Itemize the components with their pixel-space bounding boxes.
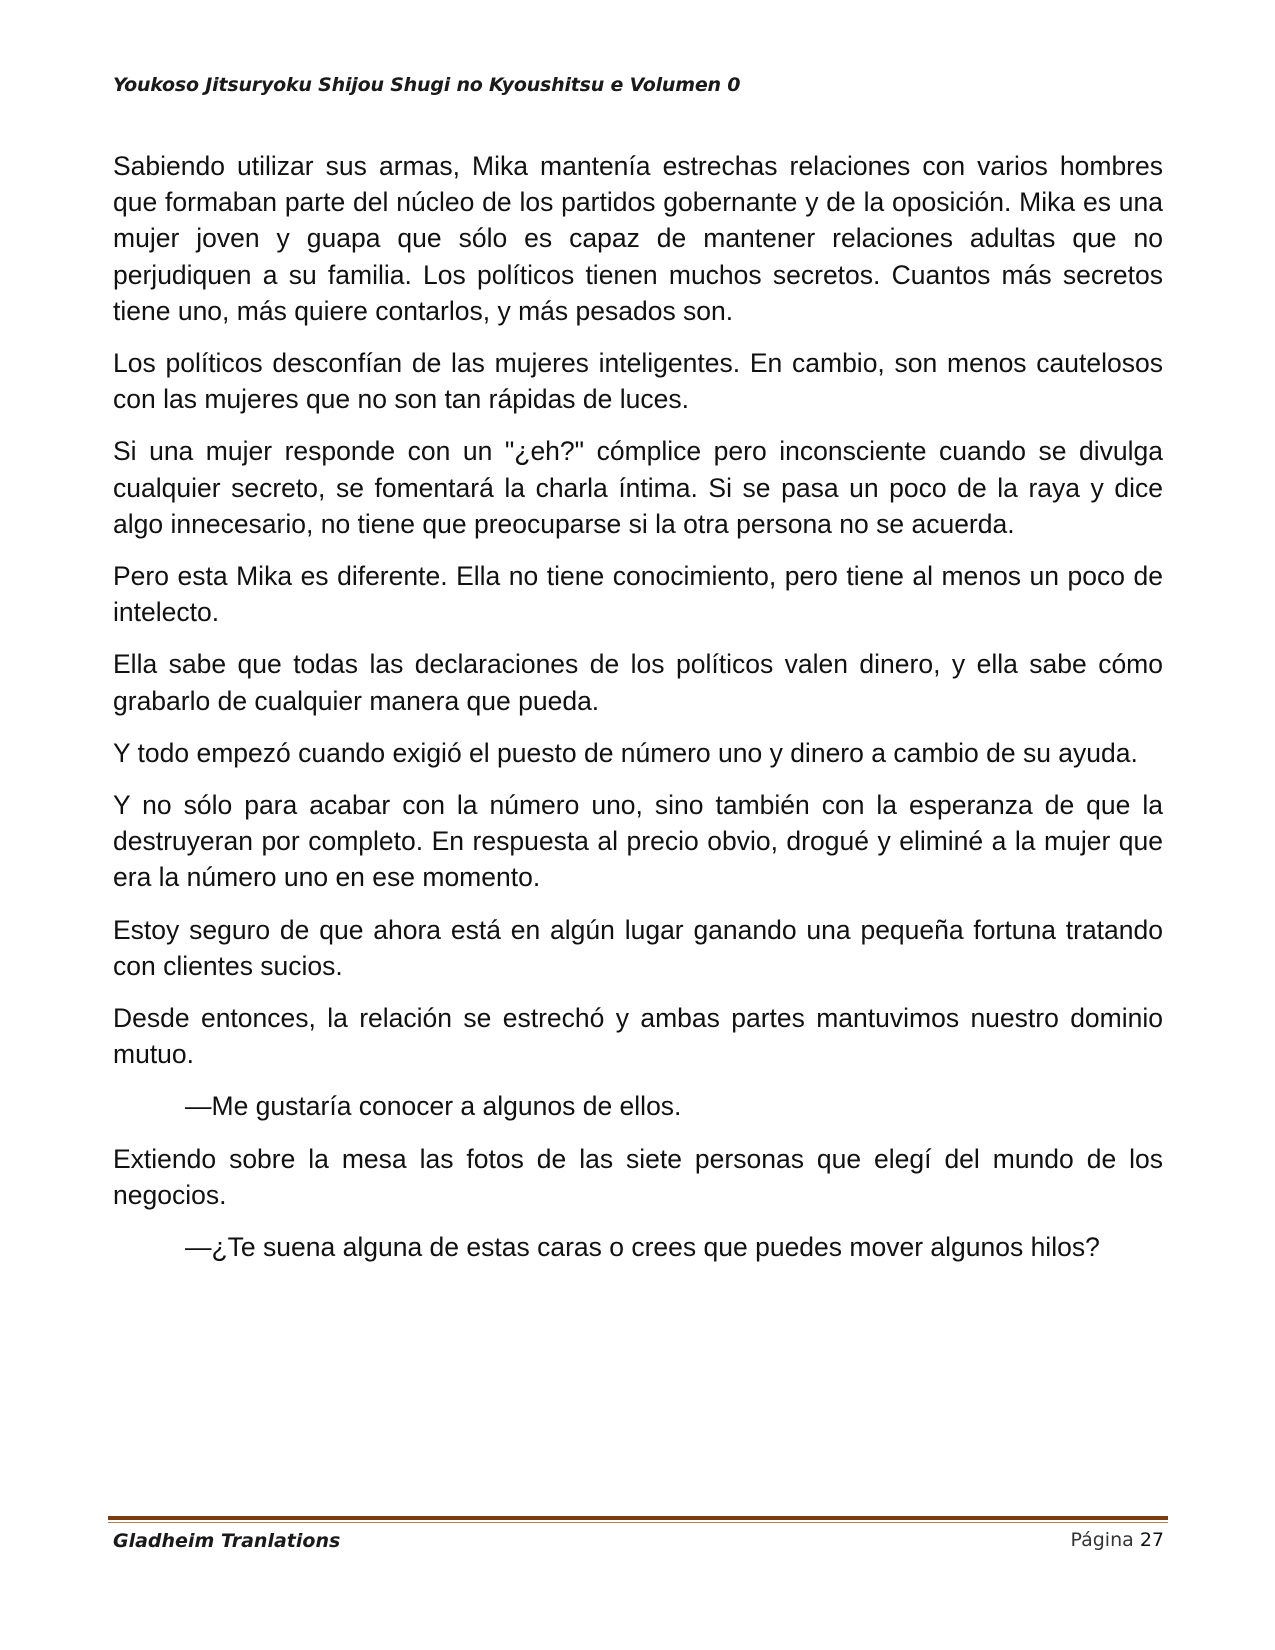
- page-number: 27: [1139, 1529, 1164, 1551]
- running-header: Youkoso Jitsuryoku Shijou Shugi no Kyoushitsu e Volumen 0: [113, 74, 741, 96]
- footer-divider: [108, 1516, 1168, 1520]
- page-label: Página: [1070, 1529, 1134, 1551]
- paragraph: Estoy seguro de que ahora está en algún lugar ganando una pequeña fortuna tratando con clientes sucios.: [113, 914, 1163, 981]
- footer-page-indicator: [1070, 1529, 1164, 1551]
- paragraph: Y no sólo para acabar con la número uno, sino también con la esperanza de que la destruyeran por completo. En respuesta al precio obvio, drogué y eliminé a la mujer que era la número uno en ese momento.: [113, 790, 1163, 893]
- paragraph: Extiendo sobre la mesa las fotos de las siete personas que elegí del mundo de los negocios.: [113, 1143, 1163, 1210]
- footer-publisher: Gladheim Tranlations: [113, 1530, 341, 1552]
- paragraph: Y todo empezó cuando exigió el puesto de número uno y dinero a cambio de su ayuda.: [113, 737, 1138, 768]
- paragraph: Sabiendo utilizar sus armas, Mika mantenía estrechas relaciones con varios hombres que formaban parte del núcleo de los partidos gobernante y de la oposición. Mika es una mujer joven y guapa que sólo es capaz de mantener relaciones adultas que no perjudiquen a su familia. Los políticos tienen muchos secretos. Cuantos más secretos tiene uno, más quiere contarlos, y más pesados son.: [113, 151, 1163, 326]
- dialogue-line: —¿Te suena alguna de estas caras o crees que puedes mover algunos hilos?: [185, 1232, 1100, 1263]
- paragraph: Si una mujer responde con un "¿eh?" cómplice pero inconsciente cuando se divulga cualquier secreto, se fomentará la charla íntima. Si se pasa un poco de la raya y dice algo innecesario, no tiene que preocuparse si la otra persona no se acuerda.: [113, 436, 1163, 539]
- dialogue-line: —Me gustaría conocer a algunos de ellos.: [185, 1091, 682, 1122]
- body-text: [113, 148, 1163, 1281]
- paragraph: Pero esta Mika es diferente. Ella no tiene conocimiento, pero tiene al menos un poco de intelecto.: [113, 561, 1163, 628]
- paragraph: Ella sabe que todas las declaraciones de los políticos valen dinero, y ella sabe cómo grabarlo de cualquier manera que pueda.: [113, 649, 1163, 716]
- paragraph: Los políticos desconfían de las mujeres inteligentes. En cambio, son menos cautelosos con las mujeres que no son tan rápidas de luces.: [113, 348, 1163, 415]
- footer-divider-thin: [108, 1522, 1168, 1523]
- paragraph: Desde entonces, la relación se estrechó y ambas partes mantuvimos nuestro dominio mutuo.: [113, 1003, 1163, 1070]
